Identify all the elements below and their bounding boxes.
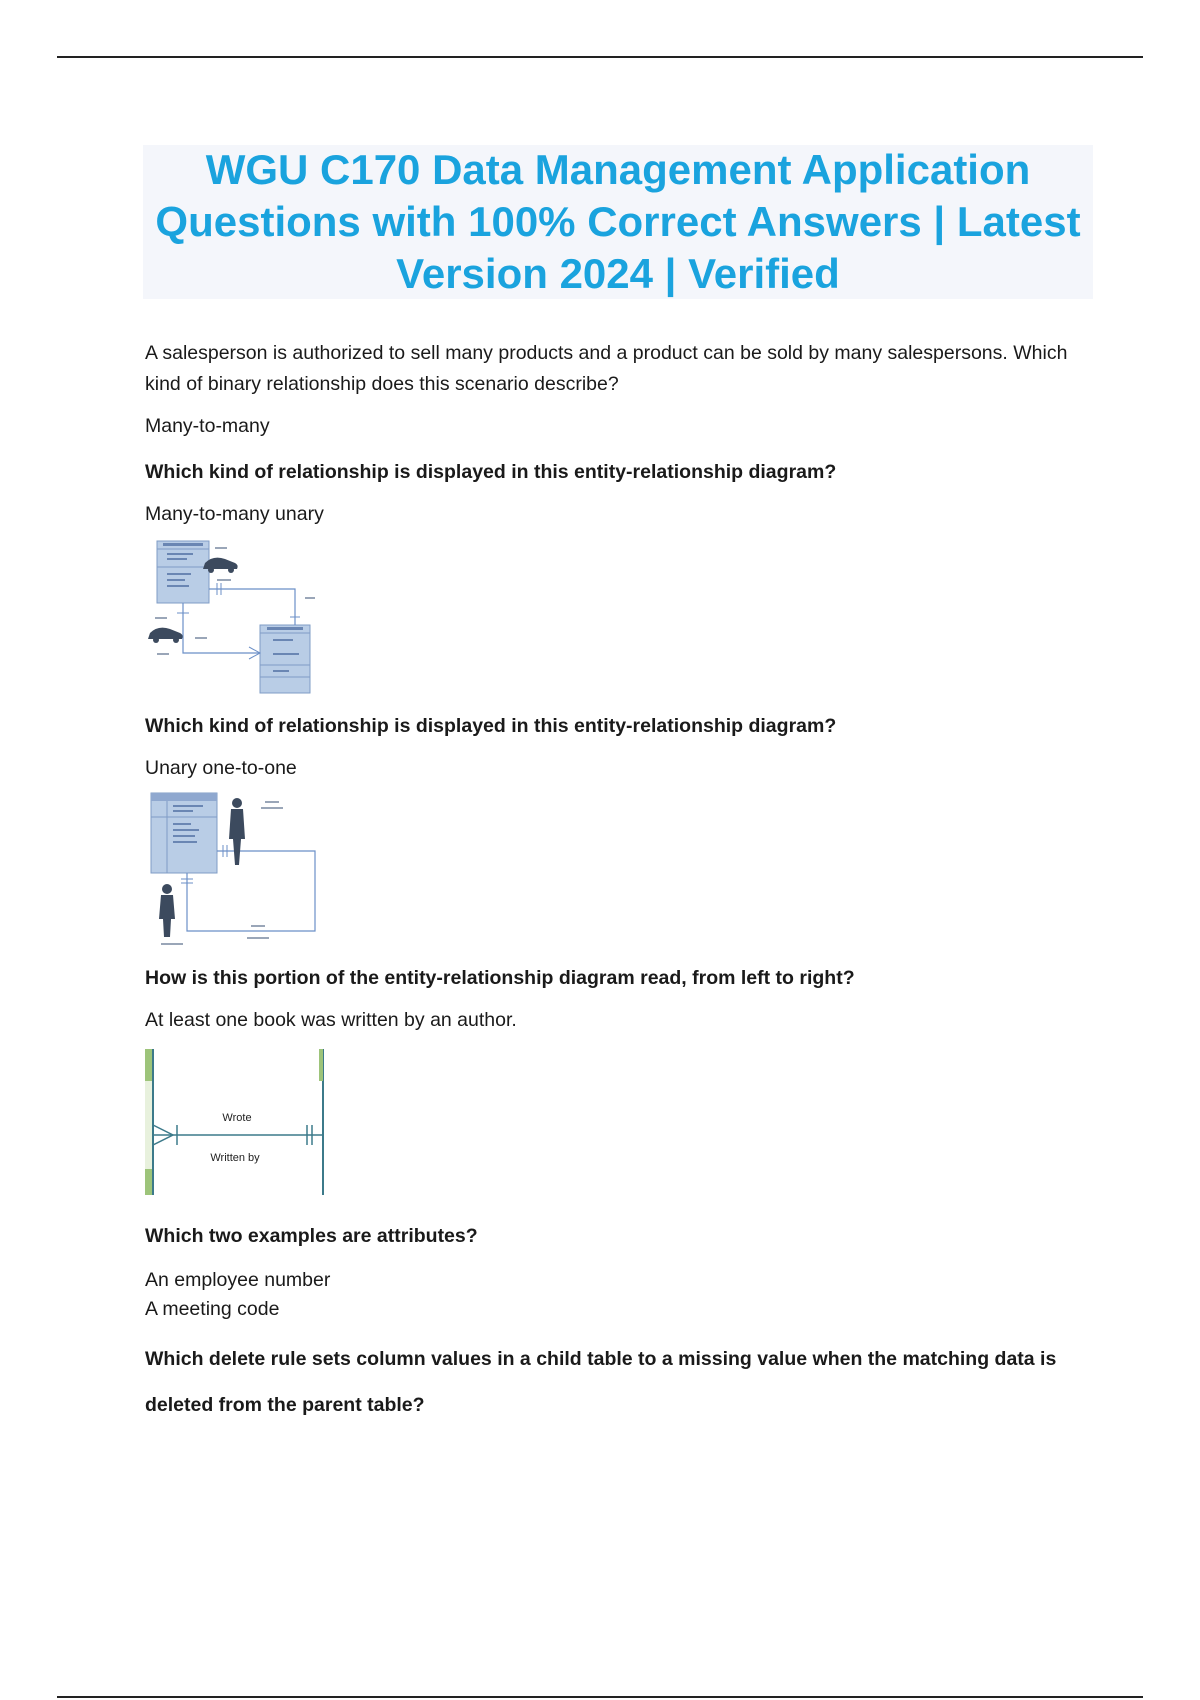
answer-1: Many-to-many bbox=[145, 415, 270, 437]
question-2: Which kind of relationship is displayed in this entity-relationship diagram? bbox=[145, 461, 837, 483]
bottom-rule bbox=[57, 1696, 1143, 1698]
er-diagram-2 bbox=[145, 791, 325, 951]
person-icon-1 bbox=[229, 798, 245, 865]
car-icon-2 bbox=[148, 628, 183, 643]
answer-5-line-2: A meeting code bbox=[145, 1298, 280, 1320]
question-4: How is this portion of the entity-relationship diagram read, from left to right? bbox=[145, 967, 855, 989]
person-icon-2 bbox=[159, 884, 175, 937]
label-written-by: Written by bbox=[210, 1152, 260, 1164]
answer-4: At least one book was written by an author. bbox=[145, 1009, 517, 1031]
question-6: Which delete rule sets column values in a child table to a missing value when the matching data is deleted from the parent table? bbox=[145, 1348, 1057, 1416]
answer-2: Many-to-many unary bbox=[145, 503, 324, 525]
label-wrote: Wrote bbox=[222, 1112, 252, 1124]
document-body bbox=[145, 338, 1075, 1428]
entity-component-box bbox=[260, 625, 310, 693]
question-5: Which two examples are attributes? bbox=[145, 1225, 478, 1247]
er-diagram-3 bbox=[145, 1049, 365, 1199]
top-rule bbox=[57, 56, 1143, 58]
entity-product-box bbox=[157, 541, 209, 603]
title-banner bbox=[143, 145, 1093, 299]
answer-3: Unary one-to-one bbox=[145, 757, 297, 779]
answer-5-line-1: An employee number bbox=[145, 1269, 331, 1291]
question-3: Which kind of relationship is displayed in this entity-relationship diagram? bbox=[145, 715, 837, 737]
question-1: A salesperson is authorized to sell many products and a product can be sold by many salespersons. Which kind of binary relationship does this scenario describe? bbox=[145, 342, 1068, 395]
document-title: WGU C170 Data Management Application Questions with 100% Correct Answers | Latest Version 2024 | Verified bbox=[155, 146, 1081, 297]
er-diagram-1 bbox=[145, 537, 325, 697]
